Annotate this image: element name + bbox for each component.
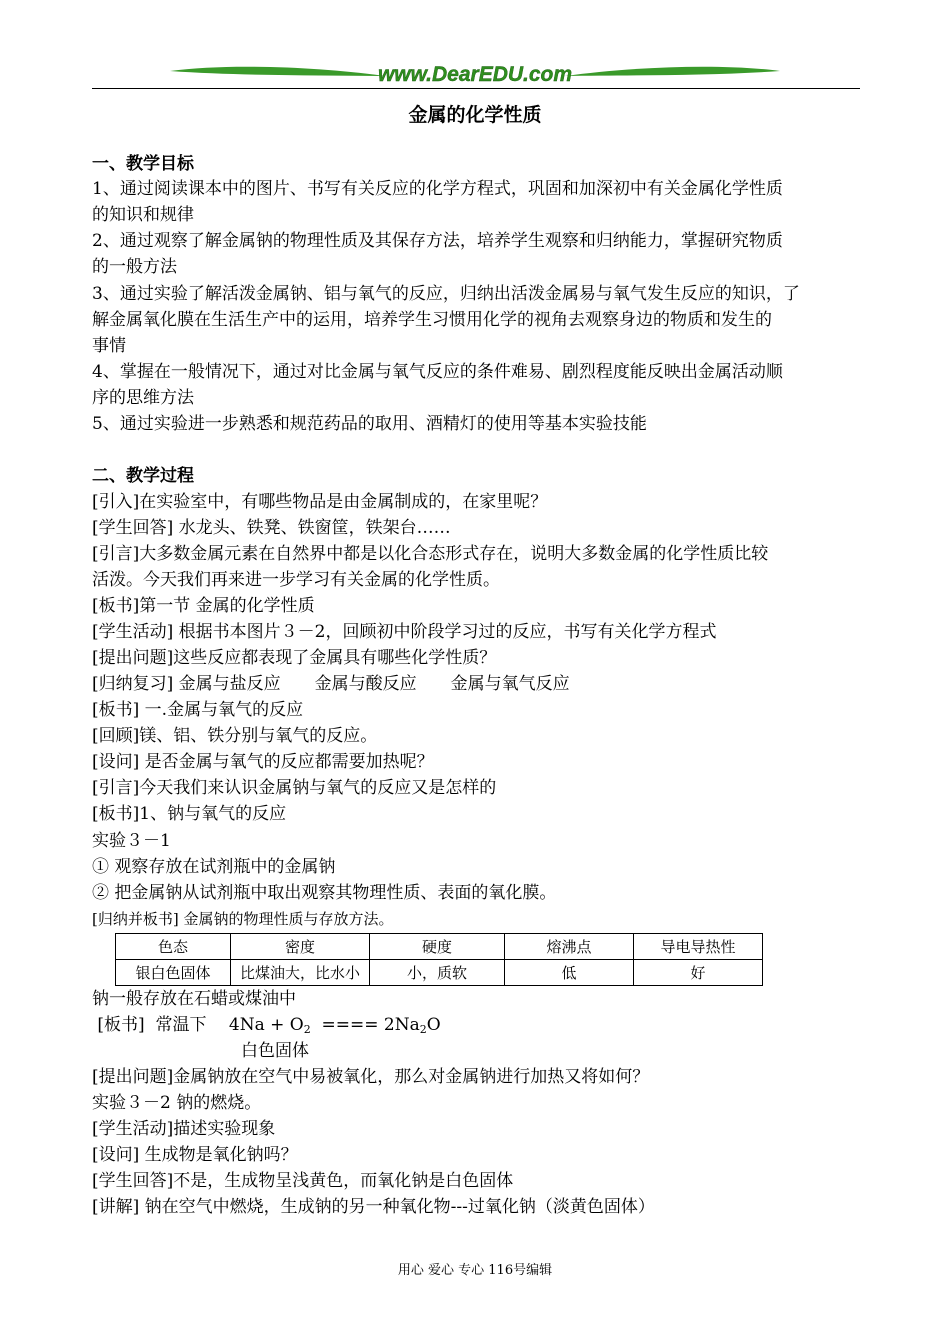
- process-line: [板书] 一.金属与氧气的反应: [92, 700, 304, 720]
- equation-rhs-subscript: 2: [419, 1023, 427, 1036]
- goal-line: 2、通过观察了解金属钠的物理性质及其保存方法，培养学生观察和归纳能力，掌握研究物质: [92, 231, 783, 251]
- table-header-cell: 密度: [231, 934, 370, 960]
- process-line: 实验３－1: [92, 831, 171, 851]
- process-line: [提出问题]金属钠放在空气中易被氧化，那么对金属钠进行加热又将如何？: [92, 1067, 650, 1087]
- goal-line: 5、通过实验进一步熟悉和规范药品的取用、酒精灯的使用等基本实验技能: [92, 414, 647, 434]
- equation-mid: ==== 2Na: [310, 1015, 420, 1035]
- table-cell: 好: [634, 960, 763, 986]
- table-header-row: [116, 934, 763, 960]
- goal-line: 事情: [92, 336, 126, 356]
- table-header-cell: 熔沸点: [505, 934, 634, 960]
- goal-line: 序的思维方法: [92, 388, 194, 408]
- page-footer: 用心 爱心 专心 116号编辑: [397, 1263, 553, 1278]
- process-line: [设问] 生成物是氧化钠吗？: [92, 1145, 298, 1165]
- process-line: [引言]大多数金属元素在自然界中都是以化合态形式存在，说明大多数金属的化学性质比较: [92, 544, 769, 564]
- table-cell: 小，质软: [370, 960, 505, 986]
- process-line: ② 把金属钠从试剂瓶中取出观察其物理性质、表面的氧化膜。: [92, 883, 557, 903]
- process-line: [回顾]镁、铝、铁分别与氧气的反应。: [92, 726, 378, 746]
- table-row: [116, 960, 763, 986]
- process-line: [提出问题]这些反应都表现了金属具有哪些化学性质？: [92, 648, 497, 668]
- equation-rhs: O: [426, 1015, 441, 1035]
- table-header-cell: 硬度: [370, 934, 505, 960]
- goal-line: 4、掌握在一般情况下，通过对比金属与氧气反应的条件难易、剧烈程度能反映出金属活动顺: [92, 362, 783, 382]
- equation-lhs-subscript: 2: [303, 1023, 311, 1036]
- process-line: [引言]今天我们来认识金属钠与氧气的反应又是怎样的: [92, 778, 497, 798]
- equation-note: 白色固体: [241, 1041, 309, 1061]
- process-line: [学生活动]描述实验现象: [92, 1119, 276, 1139]
- process-line: [讲解] 钠在空气中燃烧，生成钠的另一种氧化物---过氧化钠（淡黄色固体）: [92, 1197, 655, 1217]
- sodium-properties-table: [115, 933, 763, 986]
- section-heading-goals: 一、教学目标: [92, 154, 194, 174]
- dearedu-logo: [170, 58, 780, 92]
- process-line: 实验３－2 钠的燃烧。: [92, 1093, 262, 1113]
- goal-line: 的一般方法: [92, 257, 177, 277]
- section-heading-process: 二、教学过程: [92, 466, 194, 486]
- equation-lhs: 4Na + O: [228, 1015, 304, 1035]
- table-header-cell: 色态: [116, 934, 231, 960]
- header-rule: [92, 88, 860, 89]
- process-line: [学生回答] 水龙头、铁凳、铁窗筐，铁架台……: [92, 518, 451, 538]
- equation-line: [92, 1013, 860, 1042]
- goal-line: 的知识和规律: [92, 205, 194, 225]
- logo-text: www.DearEDU.com: [377, 63, 573, 86]
- goal-line: 1、通过阅读课本中的图片、书写有关反应的化学方程式，巩固和加深初中有关金属化学性质: [92, 179, 783, 199]
- table-cell: 比煤油大，比水小: [231, 960, 370, 986]
- process-line: ① 观察存放在试剂瓶中的金属钠: [92, 857, 336, 877]
- table-caption: [归纳并板书] 金属钠的物理性质与存放方法。: [92, 910, 394, 928]
- process-line: [板书]1、钠与氧气的反应: [92, 804, 287, 824]
- storage-note: 钠一般存放在石蜡或煤油中: [92, 989, 296, 1009]
- process-line: [引入]在实验室中，有哪些物品是由金属制成的，在家里呢？: [92, 492, 548, 512]
- table-cell: 银白色固体: [116, 960, 231, 986]
- process-line: [学生活动] 根据书本图片３－2，回顾初中阶段学习过的反应，书写有关化学方程式: [92, 622, 717, 642]
- process-line: [归纳复习] 金属与盐反应 金属与酸反应 金属与氧气反应: [92, 674, 570, 694]
- table-header-cell: 导电导热性: [634, 934, 763, 960]
- document-title: 金属的化学性质: [408, 104, 542, 126]
- process-line: [设问] 是否金属与氧气的反应都需要加热呢？: [92, 752, 434, 772]
- equation-prefix: [板书] 常温下: [92, 1015, 229, 1035]
- goal-line: 3、通过实验了解活泼金属钠、铝与氧气的反应，归纳出活泼金属易与氧气发生反应的知识，了: [92, 284, 800, 304]
- table-cell: 低: [505, 960, 634, 986]
- process-line: 活泼。今天我们再来进一步学习有关金属的化学性质。: [92, 570, 500, 590]
- process-line: [板书]第一节 金属的化学性质: [92, 596, 315, 616]
- goal-line: 解金属氧化膜在生活生产中的运用，培养学生习惯用化学的视角去观察身边的物质和发生的: [92, 310, 772, 330]
- process-line: [学生回答]不是，生成物呈浅黄色，而氧化钠是白色固体: [92, 1171, 514, 1191]
